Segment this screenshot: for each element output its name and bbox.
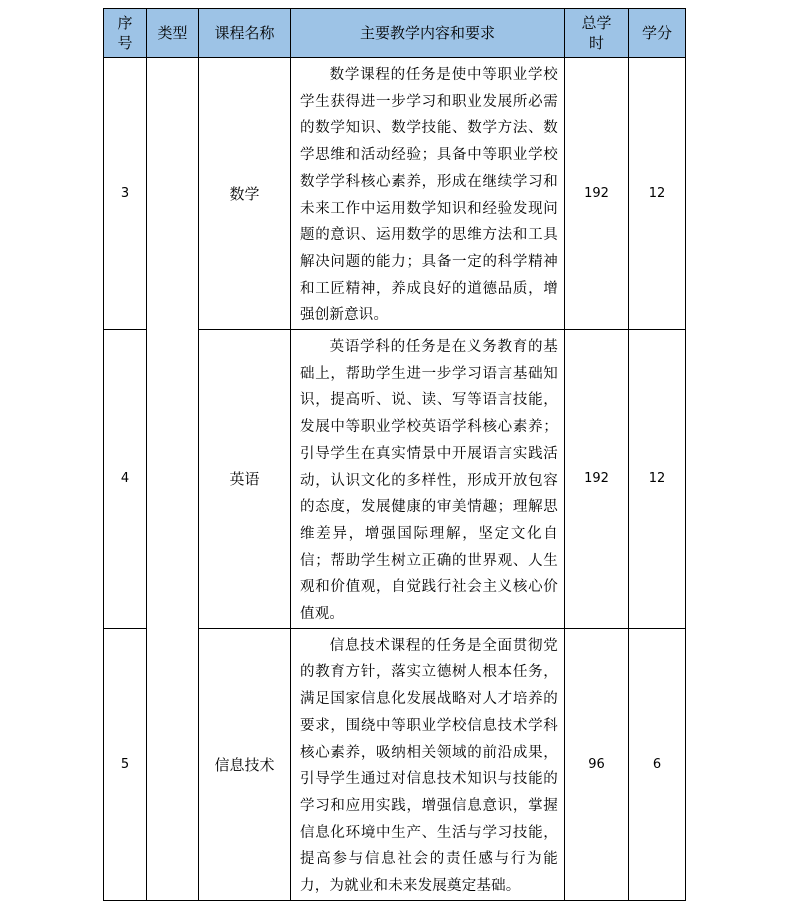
row-content-text: 数学课程的任务是使中等职业学校学生获得进一步学习和职业发展所必需的数学知识、数学技能、数学方法、数学思维和活动经验；具备中等职业学校数学学科核心素养，形成在继续学习和未来工作中运用数学知识和经验发现问题的意识、运用数学的思维方法和工具解决问题的能力；具备一定的科学精神和工匠精神，养成良好的道德品质，增强创新意识。: [300, 67, 558, 324]
header-total-hours: 总学时: [565, 9, 629, 58]
row-credits: 6: [629, 628, 686, 900]
row-course-name: 英语: [199, 330, 291, 629]
row-content-text: 英语学科的任务是在义务教育的基础上，帮助学生进一步学习语言基础知识，提高听、说、读、写等语言技能，发展中等职业学校英语学科核心素养；引导学生在真实情景中开展语言实践活动，认识文化的多样性，形成开放包容的态度，发展健康的审美情趣；理解思维差异，增强国际理解，坚定文化自信；帮助学生树立正确的世界观、人生观和价值观，自觉践行社会主义核心价值观。: [300, 339, 558, 623]
row-total-hours: 192: [565, 58, 629, 330]
course-table: [103, 8, 686, 901]
row-index: 3: [104, 58, 147, 330]
header-type: 类型: [147, 9, 199, 58]
row-credits: 12: [629, 58, 686, 330]
row-type-cell: [147, 58, 199, 901]
row-index: 5: [104, 628, 147, 900]
row-index: 4: [104, 330, 147, 629]
row-course-name: 信息技术: [199, 628, 291, 900]
header-content: 主要教学内容和要求: [291, 9, 565, 58]
row-credits: 12: [629, 330, 686, 629]
row-course-name: 数学: [199, 58, 291, 330]
header-credits: 学分: [629, 9, 686, 58]
row-content-text: 信息技术课程的任务是全面贯彻党的教育方针，落实立德树人根本任务，满足国家信息化发展战略对人才培养的要求，围绕中等职业学校信息技术学科核心素养，吸纳相关领域的前沿成果，引导学生通过对信息技术知识与技能的学习和应用实践，增强信息意识，掌握信息化环境中生产、生活与学习技能，提高参与信息社会的责任感与行为能力，为就业和未来发展奠定基础。: [300, 637, 558, 895]
row-total-hours: 96: [565, 628, 629, 900]
row-content: [291, 58, 565, 330]
row-total-hours: 192: [565, 330, 629, 629]
header-course-name: 课程名称: [199, 9, 291, 58]
row-content: [291, 330, 565, 629]
table-row: [104, 58, 686, 330]
header-row: [104, 9, 686, 58]
row-content: [291, 628, 565, 900]
header-index: 序号: [104, 9, 147, 58]
